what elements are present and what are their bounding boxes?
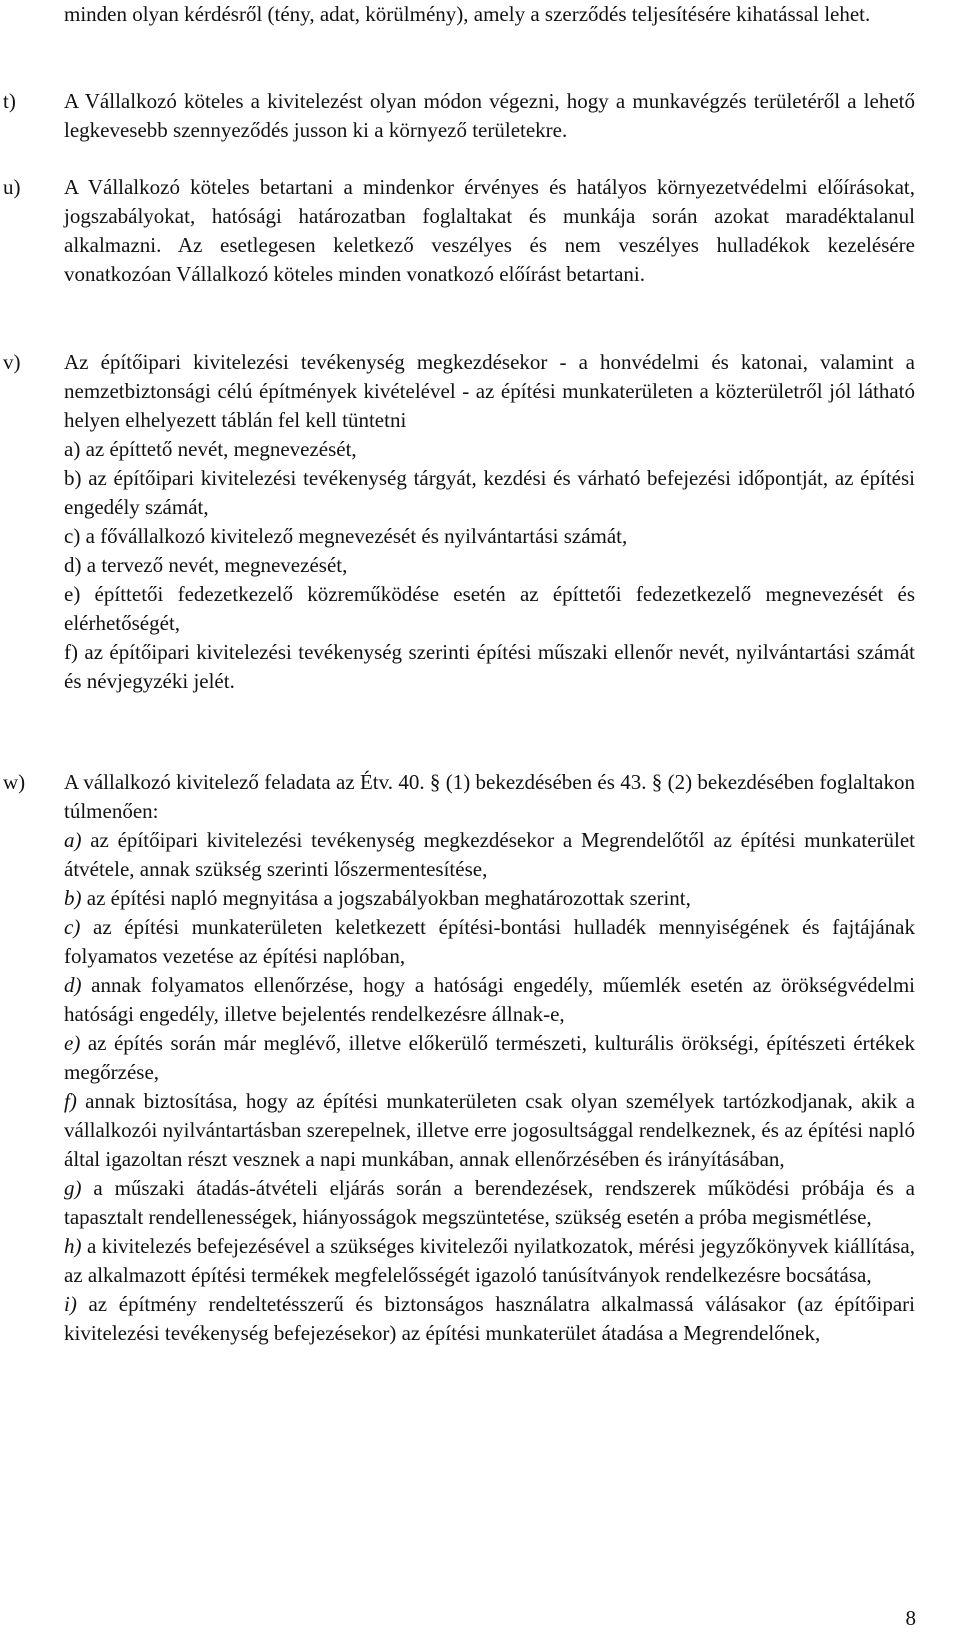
section-v-item-e: e) építtetői fedezetkezelő közreműködése esetén az építtetői fedezetkezelő megnevezését és elérhetőségét,: [64, 582, 915, 635]
section-w-item-e-text: az építés során már meglévő, illetve előkerülő természeti, kulturális örökségi, építészeti értékek megőrzése,: [64, 1031, 916, 1084]
section-w-item-d-label: d): [64, 973, 82, 997]
section-v-body: [64, 348, 915, 696]
section-w-marker: w): [3, 770, 26, 794]
section-w-item-a: [64, 826, 915, 884]
section-w-item-i-label: i): [64, 1292, 77, 1316]
intro-continuation-text: minden olyan kérdésről (tény, adat, körülmény), amely a szerződés teljesítésére kihatással lehet.: [64, 2, 871, 26]
section-u-text: A Vállalkozó köteles betartani a mindenkor érvényes és hatályos környezetvédelmi előírásokat, jogszabályokat, hatósági határozatban foglaltakat és munkája során azokat maradéktalanul alkalmazni. Az esetlegesen keletkező veszélyes és nem veszélyes hulladékok kezelésére vonatkozóan Vállalkozó köteles minden vonatkozó előírást betartani.: [64, 175, 915, 286]
section-w-item-f: [64, 1087, 915, 1174]
section-v-marker: v): [3, 350, 21, 374]
section-v-item-d: d) a tervező nevét, megnevezését,: [64, 553, 348, 577]
section-w-item-a-label: a): [64, 828, 82, 852]
section-w-item-c-label: c): [64, 915, 81, 939]
section-w-item-e-label: e): [64, 1031, 81, 1055]
section-w-body: [64, 768, 915, 1348]
section-w-item-e: [64, 1029, 915, 1087]
section-t-text: A Vállalkozó köteles a kivitelezést olyan módon végezni, hogy a munkavégzés területéről a lehető legkevesebb szennyeződés jusson ki a környező területekre.: [64, 89, 915, 142]
section-w-item-h: [64, 1232, 915, 1290]
section-v-item-c: c) a fővállalkozó kivitelező megnevezését és nyilvántartási számát,: [64, 524, 628, 548]
section-v-item-b: b) az építőipari kivitelezési tevékenység tárgyát, kezdési és várható befejezési időpontját, az építési engedély számát,: [64, 466, 915, 519]
section-w-item-f-label: f): [64, 1089, 77, 1113]
page-number: 8: [905, 1606, 916, 1630]
section-v-item-a: a) az építtető nevét, megnevezését,: [64, 437, 357, 461]
section-w-item-g: [64, 1174, 915, 1232]
section-w-item-b: [64, 884, 915, 913]
section-w-item-a-text: az építőipari kivitelezési tevékenység megkezdésekor a Megrendelőtől az építési munkaterület átvétele, annak szükség szerinti lőszermentesítése,: [64, 828, 916, 881]
section-w-item-d: [64, 971, 915, 1029]
section-w-item-g-label: g): [64, 1176, 82, 1200]
section-w-intro: A vállalkozó kivitelező feladata az Étv. 40. § (1) bekezdésében és 43. § (2) bekezdésében foglaltakon túlmenően:: [64, 770, 915, 823]
section-w-item-i-text: az építmény rendeltetésszerű és biztonságos használatra alkalmassá válásakor (az építőipari kivitelezési tevékenység befejezésekor) az építési munkaterület átadása a Megrendelőnek,: [64, 1292, 915, 1345]
section-w-item-h-label: h): [64, 1234, 82, 1258]
section-w-item-c: [64, 913, 915, 971]
section-w-item-c-text: az építési munkaterületen keletkezett építési-bontási hulladék mennyiségének és fajtájának folyamatos vezetése az építési naplóban,: [64, 915, 916, 968]
section-w-item-d-text: annak folyamatos ellenőrzése, hogy a hatósági engedély, műemlék esetén az örökségvédelmi hatósági engedély, illetve bejelentés rendelkezésre állnak-e,: [64, 973, 916, 1026]
section-w-item-g-text: a műszaki átadás-átvételi eljárás során a berendezések, rendszerek működési próbája és a tapasztalt rendellenességek, hiányosságok megszüntetése, szükség esetén a próba megismétlése,: [64, 1176, 915, 1229]
section-w-item-b-text: az építési napló megnyitása a jogszabályokban meghatározottak szerint,: [86, 886, 691, 910]
section-w-item-b-label: b): [64, 886, 82, 910]
section-w-item-h-text: a kivitelezés befejezésével a szükséges kivitelezői nyilatkozatok, mérési jegyzőkönyvek kiállítása, az alkalmazott építési termékek megfelelősségét igazoló tanúsítványok rendelkezésre bocsátása,: [64, 1234, 915, 1287]
section-u-marker: u): [3, 175, 21, 199]
section-w-item-f-text: annak biztosítása, hogy az építési munkaterületen csak olyan személyek tartózkodjanak, akik a vállalkozói nyilvántartásban szerepelnek, illetve erre jogosultsággal rendelkeznek, és az építési napló által igazoltan részt vesznek a napi munkában, annak ellenőrzésében és irányításában,: [64, 1089, 916, 1171]
section-v-item-f: f) az építőipari kivitelezési tevékenység szerinti építési műszaki ellenőr nevét, nyilvántartási számát és névjegyzéki jelét.: [64, 640, 915, 693]
section-w-item-i: [64, 1290, 915, 1348]
section-v-intro: Az építőipari kivitelezési tevékenység megkezdésekor - a honvédelmi és katonai, valamint a nemzetbiztonsági célú építmények kivételével - az építési munkaterületen a közterületről jól látható helyen elhelyezett táblán fel kell tüntetni: [64, 350, 915, 432]
section-t-marker: t): [3, 89, 16, 113]
